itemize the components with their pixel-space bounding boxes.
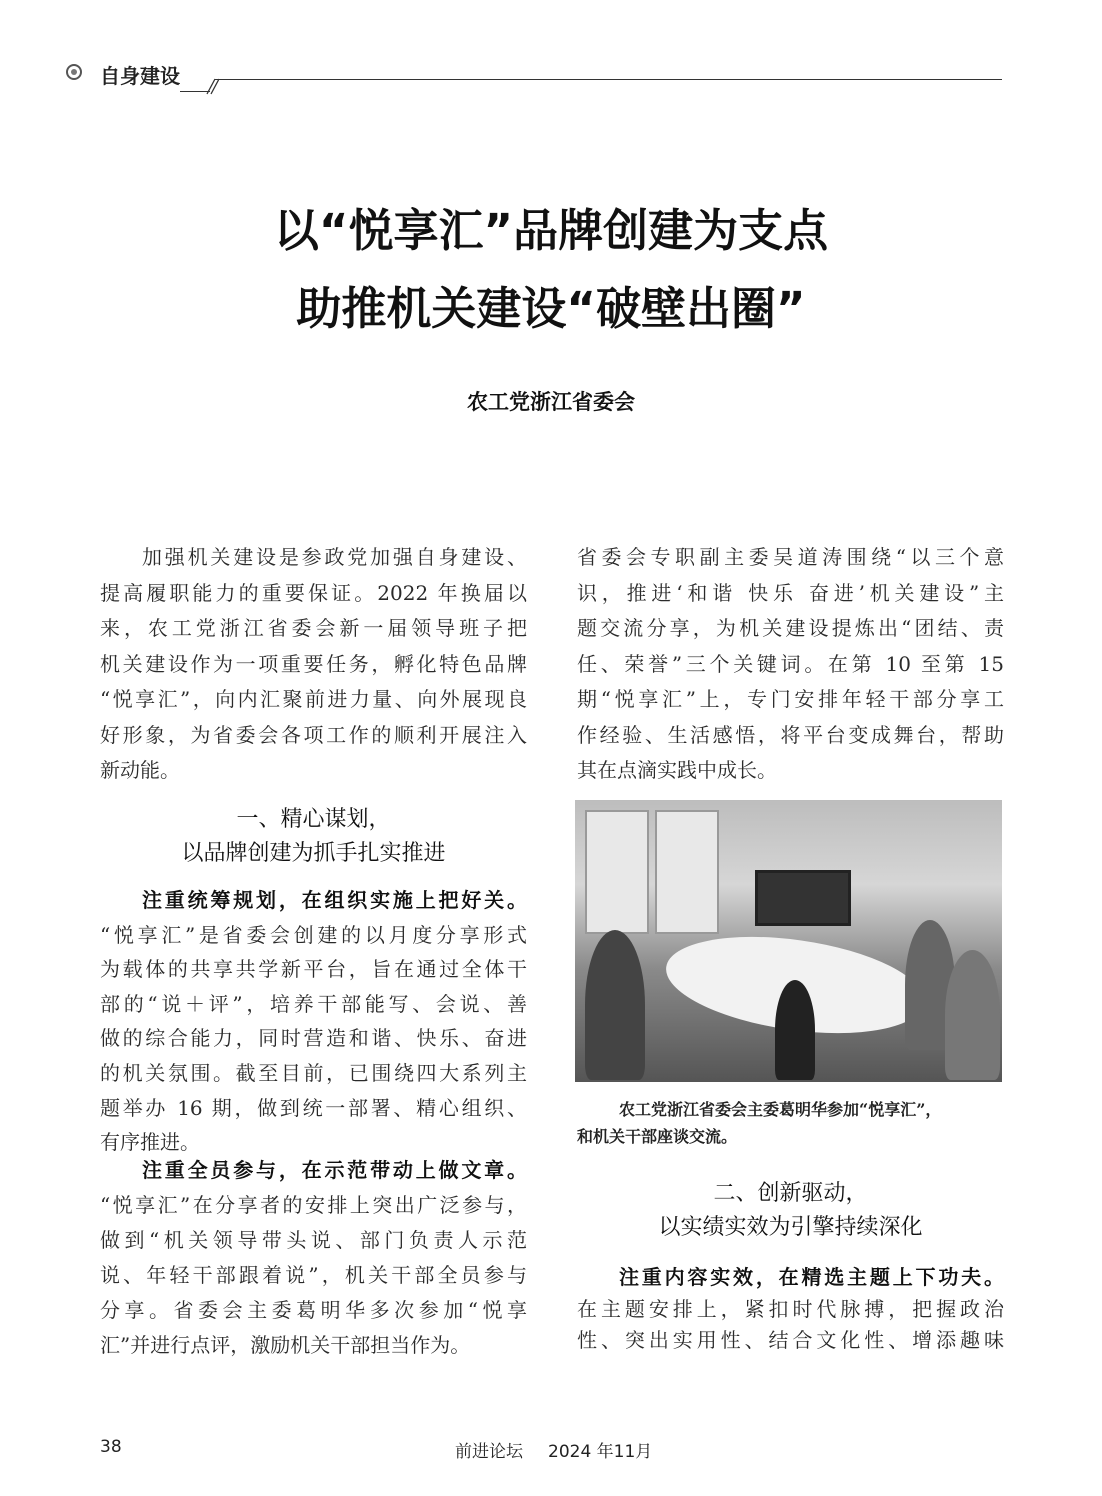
text-line: 任、荣誉”三个关键词。在第 10 至第 15: [577, 651, 1004, 676]
paragraph-content: [577, 1262, 1004, 1357]
text-line: 性、突出实用性、结合文化性、增添趣味: [577, 1328, 1004, 1352]
paragraph-lead: 注重全员参与，在示范带动上做文章。: [142, 1158, 527, 1182]
text-line: 的机关氛围。截至目前，已围绕四大系列主: [100, 1060, 527, 1085]
text-line: 省委会专职副主委吴道涛围绕“以三个意: [577, 545, 1004, 569]
meeting-photo: [575, 800, 1002, 1082]
text-line: 有序推进。: [100, 1130, 200, 1155]
section2-heading-line-2: 以实绩实效为引擎持续深化: [658, 1215, 923, 1240]
text-line: 题举办 16 期，做到统一部署、精心组织、: [100, 1095, 527, 1120]
section2-heading-line-1: 二、创新驱动，: [713, 1181, 868, 1206]
text-line: 部的“说＋评”，培养干部能写、会说、善: [100, 991, 527, 1016]
section1-heading-line-1: 一、精心谋划，: [236, 807, 391, 832]
text-line: 分享。省委会主委葛明华多次参加“悦享: [100, 1298, 527, 1322]
window-shape: [585, 810, 649, 934]
text-line: 来，农工党浙江省委会新一届领导班子把: [100, 616, 527, 640]
section2-heading: [577, 1177, 1004, 1245]
presentation-screen: [755, 870, 851, 926]
right-paragraph: [577, 540, 1004, 789]
title-line-2: 助推机关建设“破壁出圈”: [296, 282, 806, 335]
text-line: 期“悦享汇”上，专门安排年轻干部分享工: [577, 687, 1004, 711]
caption-line: 农工党浙江省委会主委葛明华参加“悦享汇”，: [619, 1100, 942, 1119]
intro-paragraph: [100, 540, 527, 789]
text-line: 机关建设作为一项重要任务，孵化特色品牌: [100, 651, 527, 676]
text-line: 其在点滴实践中成长。: [577, 758, 777, 782]
title-line-1: 以“悦享汇”品牌创建为支点: [273, 204, 829, 257]
issue-date: 2024 年11月: [548, 1442, 653, 1462]
person-silhouette: [585, 930, 645, 1080]
paragraph-planning: [100, 883, 527, 1160]
magazine-name: 前进论坛: [455, 1442, 523, 1462]
text-line: 为载体的共享共学新平台，旨在通过全体干: [100, 957, 527, 982]
text-line: 题交流分享，为机关建设提炼出“团结、责: [577, 616, 1004, 640]
text-line: 新动能。: [100, 758, 180, 782]
text-line: 汇”并进行点评，激励机关干部担当作为。: [100, 1333, 471, 1357]
text-line: 做的综合能力，同时营造和谐、快乐、奋进: [100, 1026, 527, 1051]
section-bullet-icon: [66, 64, 82, 80]
text-line: 作经验、生活感悟，将平台变成舞台，帮助: [577, 722, 1004, 747]
section1-heading-line-2: 以品牌创建为抓手扎实推进: [181, 841, 446, 866]
text-line: 提高履职能力的重要保证。2022 年换届以: [100, 580, 527, 605]
section1-heading: [100, 803, 527, 871]
text-line: 做到“机关领导带头说、部门负责人示范: [100, 1228, 527, 1252]
window-shape: [655, 810, 719, 934]
photo-caption: [577, 1096, 1004, 1150]
text-line: “悦享汇”在分享者的安排上突出广泛参与，: [100, 1193, 527, 1217]
caption-line: 和机关干部座谈交流。: [577, 1127, 738, 1146]
author: 农工党浙江省委会: [467, 390, 635, 414]
text-line: 加强机关建设是参政党加强自身建设、: [142, 545, 527, 569]
header-rule-right: [215, 79, 1002, 80]
text-line: “悦享汇”是省委会创建的以月度分享形式: [100, 922, 527, 947]
page-number: 38: [100, 1437, 122, 1457]
person-silhouette: [945, 950, 1000, 1080]
text-line: 识，推进‘和谐 快乐 奋进’机关建设”主: [577, 580, 1004, 605]
text-line: 好形象，为省委会各项工作的顺利开展注入: [100, 722, 527, 747]
paragraph-lead: 注重内容实效，在精选主题上下功夫。: [619, 1265, 1004, 1289]
chair-silhouette: [775, 980, 815, 1080]
paragraph-participation: [100, 1153, 527, 1363]
text-line: 在主题安排上，紧扣时代脉搏，把握政治: [577, 1296, 1004, 1321]
section-label: 自身建设: [100, 64, 180, 88]
paragraph-lead: 注重统筹规划，在组织实施上把好关。: [142, 888, 527, 912]
text-line: 说、年轻干部跟着说”，机关干部全员参与: [100, 1263, 527, 1287]
text-line: “悦享汇”，向内汇聚前进力量、向外展现良: [100, 687, 527, 711]
article-title: [0, 192, 1102, 348]
